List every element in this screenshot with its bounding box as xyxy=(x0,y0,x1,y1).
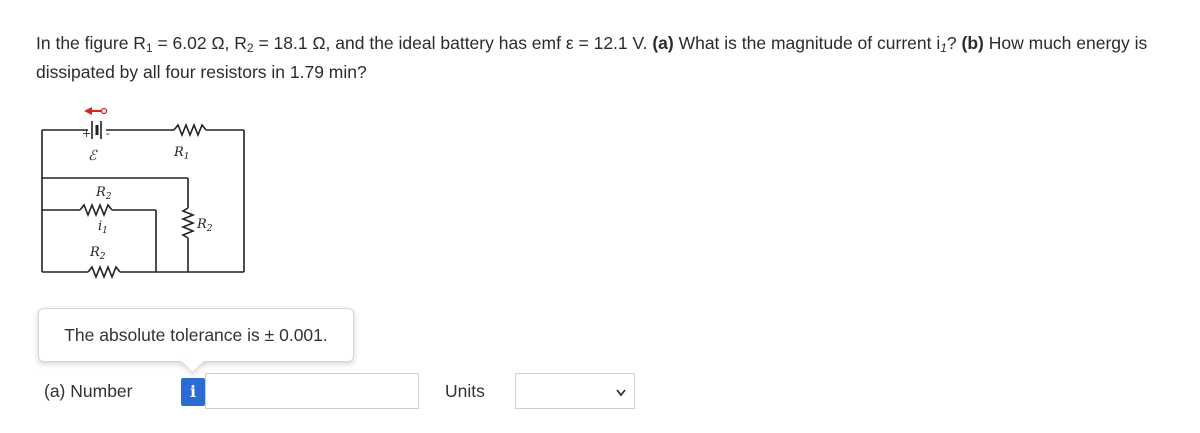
question-text xyxy=(36,31,1176,84)
question-segment: ? xyxy=(946,33,957,53)
plus-sign: + xyxy=(82,127,92,140)
minus-sign: - xyxy=(106,127,110,140)
circuit-figure xyxy=(30,104,260,284)
subscript: 2 xyxy=(246,41,254,55)
number-input[interactable] xyxy=(205,373,419,409)
answer-row xyxy=(0,372,1200,412)
question-segment: In the figure R xyxy=(36,33,146,53)
question-segment: What is the magnitude of current i xyxy=(673,33,941,53)
subscript: 1 xyxy=(940,41,947,55)
emf-label: ℰ xyxy=(88,148,97,164)
subscript: 1 xyxy=(145,41,153,55)
question-segment: = 6.02 Ω, R xyxy=(152,33,247,53)
current-arrow xyxy=(84,107,107,115)
part-a-tag: (a) xyxy=(652,33,674,53)
units-select[interactable] xyxy=(515,373,635,409)
tolerance-tooltip xyxy=(38,308,354,362)
info-icon[interactable]: i xyxy=(181,378,205,406)
tooltip-arrow xyxy=(180,349,204,373)
question-segment: How much energy is dissipated by all four resistors in 1.79 min? xyxy=(36,33,1148,82)
question-segment: = 18.1 Ω, and the ideal battery has emf ε = 12.1 V. xyxy=(253,33,648,53)
chevron-down-icon xyxy=(616,386,626,404)
tolerance-text: The absolute tolerance is ± 0.001. xyxy=(64,325,328,345)
r2-label-right: $R_2$ xyxy=(197,217,213,234)
circuit-diagram xyxy=(30,104,260,284)
part-b-tag: (b) xyxy=(961,33,984,53)
part-a-number-label: (a) Number xyxy=(44,381,133,401)
r2-label-bottom: $R_2$ xyxy=(90,245,106,262)
r2-label-top: $R_2$ xyxy=(96,185,112,202)
r1-label: $R_1$ xyxy=(174,145,190,162)
units-label: Units xyxy=(445,381,485,401)
i1-label: $i_1$ xyxy=(98,219,108,236)
